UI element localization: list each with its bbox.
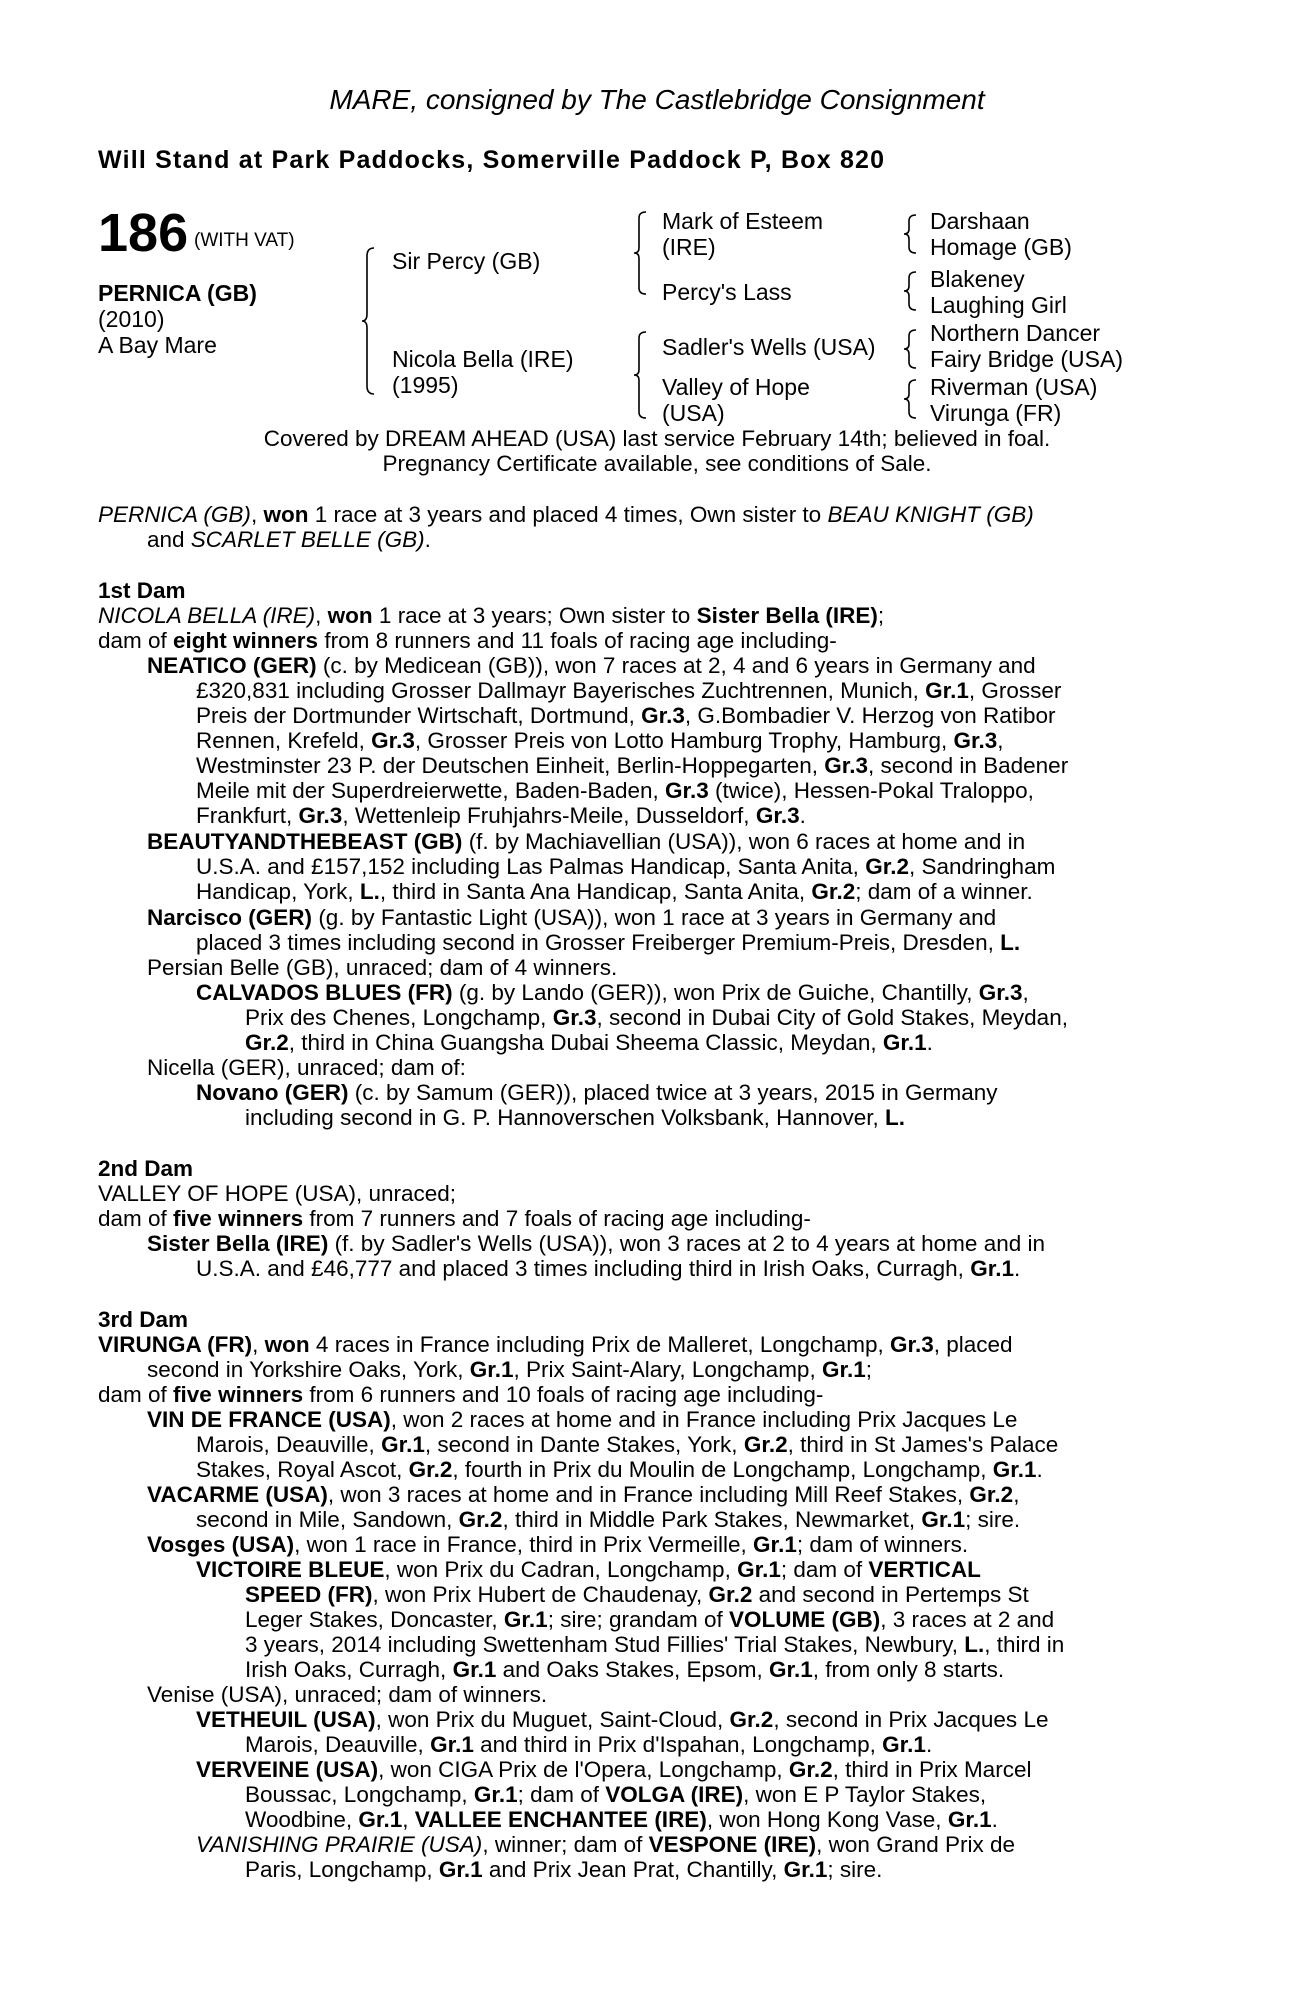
progeny-line (245, 1807, 998, 1833)
text: ; sire; grandam of (547, 1607, 730, 1632)
pedigree-bracket-sire (634, 210, 648, 296)
text: dam of (98, 1382, 174, 1407)
text: Rennen, Krefeld, (196, 728, 372, 753)
progeny-line (196, 1457, 1043, 1483)
grade: Gr.3 (552, 1005, 597, 1030)
grade: Gr.1 (430, 1732, 474, 1757)
grade: Gr.1 (970, 1256, 1014, 1281)
grade: Gr.2 (969, 1482, 1014, 1507)
text: Boussac, Longchamp, (245, 1782, 474, 1807)
text: and third in Prix d'Ispahan, Longchamp, (473, 1732, 883, 1757)
text: . (424, 527, 431, 552)
text: and (147, 527, 191, 552)
text: , winner; dam of (482, 1832, 649, 1857)
intro-line (147, 527, 431, 553)
pedigree-bracket-main (362, 246, 376, 396)
grade: Gr.1 (381, 1432, 425, 1457)
grade: Gr.1 (783, 1857, 828, 1882)
text: Meile mit der Superdreierwette, Baden-Baden, (196, 778, 665, 803)
progeny-line (245, 1657, 1004, 1683)
progeny-line (245, 1782, 986, 1808)
text: , third in Santa Ana Handicap, Santa Anita, (379, 879, 812, 904)
text: , third in China Guangsha Dubai Sheema Classic, Meydan, (288, 1030, 883, 1055)
text: , won E P Taylor Stakes, (743, 1782, 987, 1807)
text: Stakes, Royal Ascot, (196, 1457, 409, 1482)
text: , (1022, 980, 1029, 1005)
grade: Gr.1 (769, 1657, 813, 1682)
progeny-name: Sister Bella (IRE) (147, 1231, 329, 1256)
progeny-name: VERTICAL (868, 1557, 981, 1582)
text: and Oaks Stakes, Epsom, (496, 1657, 769, 1682)
text: £320,831 including Grosser Dallmayr Bayerisches Zuchtrennen, Munich, (196, 678, 926, 703)
progeny-line (147, 1532, 968, 1558)
progeny-line (245, 1030, 933, 1056)
pedigree-dds: Riverman (USA) (930, 374, 1098, 400)
progeny-line (196, 1757, 1031, 1783)
pedigree-dsd: Fairy Bridge (USA) (930, 346, 1123, 372)
text: , Wettenleip Fruhjahrs-Meile, Dusseldorf, (342, 803, 756, 828)
lot-number: 186 (98, 203, 189, 263)
text: , (997, 728, 1004, 753)
progeny-line (196, 1707, 1048, 1733)
text: , (250, 502, 264, 527)
pedigree-bracket-dd (904, 378, 918, 420)
grade: Gr.3 (824, 753, 869, 778)
grade: Gr.3 (978, 980, 1023, 1005)
text: , Sandringham (908, 854, 1056, 879)
progeny-line (245, 1857, 882, 1883)
text: Prix des Chenes, Longchamp, (245, 1005, 553, 1030)
text: , won Prix du Muguet, Saint-Cloud, (375, 1707, 730, 1732)
progeny-line (147, 1482, 1019, 1508)
progeny-line (196, 728, 1004, 754)
progeny-line (196, 930, 1020, 956)
text: (g. by Lando (GER)), won Prix de Guiche, Chantilly, (452, 980, 979, 1005)
grade: Gr.1 (821, 1357, 866, 1382)
pedigree-ss-country: (IRE) (662, 234, 716, 260)
covering-note: Covered by DREAM AHEAD (USA) last service February 14th; believed in foal. (263, 426, 1051, 451)
progeny-name: VOLUME (GB) (729, 1607, 881, 1632)
text: Leger Stakes, Doncaster, (245, 1607, 504, 1632)
dam-name: VIRUNGA (FR) (98, 1332, 253, 1357)
progeny-line (196, 1832, 1015, 1858)
text: and Prix Jean Prat, Chantilly, (482, 1857, 784, 1882)
grade: Gr.1 (358, 1807, 403, 1832)
grade: Gr.1 (438, 1857, 483, 1882)
dam-name: NICOLA BELLA (IRE) (98, 603, 316, 628)
progeny-line (245, 1607, 1054, 1633)
progeny-line (196, 854, 1055, 880)
sibling-name: SCARLET BELLE (GB) (190, 527, 425, 552)
grade: Gr.2 (708, 1582, 753, 1607)
text: from 7 runners and 7 foals of racing age including- (303, 1206, 811, 1231)
horse-name: PERNICA (GB) (98, 280, 257, 306)
progeny-name: VICTOIRE BLEUE (196, 1557, 385, 1582)
grade: Gr.1 (503, 1607, 548, 1632)
grade: Gr.2 (865, 854, 909, 879)
grade: Gr.3 (641, 703, 685, 728)
grade: Gr.1 (469, 1357, 514, 1382)
progeny-line (196, 753, 1068, 779)
text: . (925, 1732, 933, 1757)
text: Frankfurt, (196, 803, 299, 828)
dam-line (98, 1206, 811, 1232)
text: ; dam of a winner. (855, 879, 1033, 904)
text: dam of (98, 1206, 174, 1231)
pedigree-ss: Mark of Esteem (662, 208, 824, 234)
text: , (315, 603, 328, 628)
progeny-line (196, 980, 1029, 1006)
winners-count: five winners (173, 1206, 304, 1231)
dam-line: VALLEY OF HOPE (USA), unraced; (98, 1181, 457, 1206)
grade: Gr.1 (473, 1782, 518, 1807)
text: , second in Dante Stakes, York, (424, 1432, 744, 1457)
text: , won Hong Kong Vase, (706, 1807, 948, 1832)
text: U.S.A. and £157,152 including Las Palmas Handicap, Santa Anita, (196, 854, 866, 879)
progeny-line (196, 1557, 981, 1583)
intro-line (98, 502, 1034, 528)
text: , won Prix Hubert de Chaudenay, (372, 1582, 709, 1607)
text: 3 years, 2014 including Swettenham Stud Fillies' Trial Stakes, Newbury, (245, 1632, 965, 1657)
text: ; dam of winners. (796, 1532, 969, 1557)
text: , third in St James's Palace (787, 1432, 1059, 1457)
dam-line (98, 628, 837, 654)
text: , won Prix du Cadran, Longchamp, (384, 1557, 738, 1582)
text: U.S.A. and £46,777 and placed 3 times including third in Irish Oaks, Curragh, (196, 1256, 971, 1281)
winners-count: eight winners (173, 628, 319, 653)
progeny-name: Narcisco (GER) (147, 905, 313, 930)
pedigree-ssd: Homage (GB) (930, 234, 1072, 260)
text: Marois, Deauville, (245, 1732, 431, 1757)
progeny-line (147, 653, 1036, 679)
progeny-line (196, 1507, 1020, 1533)
dam-line (147, 1357, 872, 1383)
progeny-line (196, 678, 1061, 704)
progeny-name: VESPONE (IRE) (648, 1832, 817, 1857)
grade: Gr.2 (408, 1457, 453, 1482)
text: , won CIGA Prix de l'Opera, Longchamp, (378, 1757, 789, 1782)
text: . (1013, 1256, 1021, 1281)
pedigree-bracket-sd (904, 270, 918, 312)
grade: Gr.3 (889, 1332, 934, 1357)
grade: Gr.1 (882, 1732, 926, 1757)
progeny-name: VALLEE ENCHANTEE (IRE) (414, 1807, 707, 1832)
horse-name-ref: PERNICA (GB) (98, 502, 251, 527)
text: , third in Prix Marcel (832, 1757, 1032, 1782)
text: , second in Badener (868, 753, 1069, 778)
text: , G.Bombadier V. Herzog von Ratibor (684, 703, 1056, 728)
progeny-name: Novano (GER) (196, 1080, 349, 1105)
pedigree-sd: Percy's Lass (662, 279, 792, 305)
text: placed 3 times including second in Grosser Freiberger Premium-Preis, Dresden, (196, 930, 1001, 955)
text: , 3 races at 2 and (880, 1607, 1055, 1632)
grade: Gr.3 (665, 778, 709, 803)
won-label: won (264, 1332, 310, 1357)
progeny-line (196, 879, 1033, 905)
progeny-name: VANISHING PRAIRIE (USA) (196, 1832, 483, 1857)
text: ; (877, 603, 885, 628)
text: Marois, Deauville, (196, 1432, 382, 1457)
text: second in Yorkshire Oaks, York, (147, 1357, 470, 1382)
text: Handicap, York, (196, 879, 360, 904)
text: , won Grand Prix de (816, 1832, 1016, 1857)
grade: Gr.1 (452, 1657, 497, 1682)
section-heading-2nd-dam: 2nd Dam (98, 1156, 194, 1181)
text: (twice), Hessen-Pokal Traloppo, (708, 778, 1034, 803)
vat-note: (WITH VAT) (194, 230, 295, 251)
progeny-name: NEATICO (GER) (147, 653, 317, 678)
text: , Grosser (968, 678, 1062, 703)
pedigree-dss: Northern Dancer (930, 320, 1101, 346)
sibling-name: BEAU KNIGHT (GB) (827, 502, 1034, 527)
horse-year: (2010) (98, 306, 165, 332)
won-label: won (263, 502, 309, 527)
text: (f. by Sadler's Wells (USA)), won 3 races at 2 to 4 years at home and in (328, 1231, 1045, 1256)
text: 1 race at 3 years; Own sister to (372, 603, 697, 628)
progeny-line (196, 1256, 1020, 1282)
text: , third in (984, 1632, 1065, 1657)
grade: Gr.3 (298, 803, 343, 828)
progeny-name: VETHEUIL (USA) (196, 1707, 376, 1732)
pedigree-dd: Valley of Hope (662, 374, 810, 400)
text: , (402, 1807, 415, 1832)
text: , Grosser Preis von Lotto Hamburg Trophy, Hamburg, (414, 728, 954, 753)
section-heading-1st-dam: 1st Dam (98, 578, 186, 603)
progeny-line (245, 1732, 932, 1758)
pedigree-dam-year: (1995) (392, 372, 459, 398)
progeny-line (147, 905, 996, 931)
pedigree-bracket-dam (634, 330, 648, 420)
grade: L. (1000, 930, 1021, 955)
progeny-line (196, 778, 1034, 804)
progeny-line: Venise (USA), unraced; dam of winners. (147, 1682, 548, 1707)
progeny-name: CALVADOS BLUES (FR) (196, 980, 453, 1005)
text: ; sire. (827, 1857, 883, 1882)
text: Westminster 23 P. der Deutschen Einheit, Berlin-Hoppegarten, (196, 753, 825, 778)
text: , placed (933, 1332, 1013, 1357)
text: (g. by Fantastic Light (USA)), won 1 race at 3 years in Germany and (312, 905, 997, 930)
text: and second in Pertemps St (752, 1582, 1029, 1607)
grade: Gr.1 (992, 1457, 1037, 1482)
pedigree-sss: Darshaan (930, 208, 1030, 234)
grade: Gr.2 (743, 1432, 788, 1457)
grade: Gr.3 (953, 728, 998, 753)
text: . (799, 803, 806, 828)
text: Paris, Longchamp, (245, 1857, 439, 1882)
progeny-line (196, 1432, 1058, 1458)
progeny-line: Persian Belle (GB), unraced; dam of 4 winners. (147, 955, 618, 980)
grade: L. (885, 1105, 905, 1130)
text: , second in Prix Jacques Le (773, 1707, 1049, 1732)
text: dam of (98, 628, 174, 653)
text: , (252, 1332, 265, 1357)
text: , (1013, 1482, 1020, 1507)
progeny-name: VIN DE FRANCE (USA) (147, 1407, 391, 1432)
grade: L. (964, 1632, 985, 1657)
won-label: won (327, 603, 373, 628)
pregnancy-note: Pregnancy Certificate available, see conditions of Sale. (382, 451, 932, 476)
text: (c. by Medicean (GB)), won 7 races at 2, 4 and 6 years in Germany and (316, 653, 1036, 678)
text: , won 1 race in France, third in Prix Vermeille, (294, 1532, 754, 1557)
grade: Gr.1 (753, 1532, 797, 1557)
grade: Gr.3 (371, 728, 415, 753)
text: ; dam of (517, 1782, 606, 1807)
text: , from only 8 starts. (812, 1657, 1005, 1682)
progeny-line (245, 1105, 905, 1131)
progeny-line (245, 1005, 1068, 1031)
progeny-line (147, 1231, 1045, 1257)
pedigree-sire: Sir Percy (GB) (392, 248, 541, 274)
pedigree-bracket-ds (904, 328, 918, 370)
grade: Gr.1 (925, 678, 969, 703)
sibling-name: Sister Bella (IRE) (696, 603, 878, 628)
grade: Gr.1 (737, 1557, 781, 1582)
progeny-line: Nicella (GER), unraced; dam of: (147, 1055, 466, 1080)
progeny-line (245, 1582, 1029, 1608)
text: , won 3 races at home and in France including Mill Reef Stakes, (327, 1482, 970, 1507)
pedigree-dam: Nicola Bella (IRE) (392, 346, 574, 372)
grade: Gr.1 (882, 1030, 927, 1055)
text: (c. by Samum (GER)), placed twice at 3 years, 2015 in Germany (348, 1080, 998, 1105)
page-title: MARE, consigned by The Castlebridge Consignment (329, 84, 985, 115)
progeny-name: VERVEINE (USA) (196, 1757, 379, 1782)
grade: Gr.1 (947, 1807, 992, 1832)
section-heading-3rd-dam: 3rd Dam (98, 1307, 189, 1332)
text: from 8 runners and 11 foals of racing age including- (318, 628, 837, 653)
progeny-name: SPEED (FR) (245, 1582, 373, 1607)
text: Preis der Dortmunder Wirtschaft, Dortmund, (196, 703, 642, 728)
grade: Gr.1 (921, 1507, 966, 1532)
text: . (1036, 1457, 1043, 1482)
grade: Gr.2 (788, 1757, 833, 1782)
text: . (991, 1807, 998, 1832)
pedigree-ddd: Virunga (FR) (930, 400, 1062, 426)
grade: Gr.2 (729, 1707, 774, 1732)
progeny-name: Vosges (USA) (147, 1532, 295, 1557)
text: , second in Dubai City of Gold Stakes, Meydan, (596, 1005, 1068, 1030)
text: ; dam of (780, 1557, 869, 1582)
grade: Gr.2 (245, 1030, 289, 1055)
text: , fourth in Prix du Moulin de Longchamp, Longchamp, (452, 1457, 993, 1482)
pedigree-sdd: Laughing Girl (930, 292, 1067, 318)
text: . (926, 1030, 933, 1055)
progeny-name: VOLGA (IRE) (605, 1782, 744, 1807)
text: 4 races in France including Prix de Malleret, Longchamp, (309, 1332, 890, 1357)
text: , Prix Saint-Alary, Longchamp, (513, 1357, 822, 1382)
grade: Gr.3 (755, 803, 800, 828)
text: second in Mile, Sandown, (196, 1507, 459, 1532)
text: ; (865, 1357, 872, 1382)
grade: Gr.2 (811, 879, 856, 904)
progeny-line (196, 1080, 998, 1106)
pedigree-dd-country: (USA) (662, 400, 725, 426)
progeny-line (147, 1407, 1017, 1433)
text: including second in G. P. Hannoverschen Volksbank, Hannover, (245, 1105, 885, 1130)
progeny-line (196, 703, 1056, 729)
grade: L. (359, 879, 380, 904)
pedigree-ds: Sadler's Wells (USA) (662, 334, 876, 360)
pedigree-bracket-ss (904, 213, 918, 255)
text: Woodbine, (245, 1807, 359, 1832)
dam-line (98, 1382, 823, 1408)
grade: Gr.2 (458, 1507, 503, 1532)
text: from 6 runners and 10 foals of racing age including- (303, 1382, 824, 1407)
text: 1 race at 3 years and placed 4 times, Own sister to (308, 502, 828, 527)
progeny-line (196, 803, 806, 829)
text: , won 2 races at home and in France including Prix Jacques Le (390, 1407, 1018, 1432)
text: Irish Oaks, Curragh, (245, 1657, 453, 1682)
horse-description: A Bay Mare (98, 332, 217, 358)
text: , third in Middle Park Stakes, Newmarket, (502, 1507, 922, 1532)
dam-line (98, 1332, 1013, 1358)
text: ; sire. (965, 1507, 1021, 1532)
text: (f. by Machiavellian (USA)), won 6 races at home and in (462, 829, 1026, 854)
pedigree-sds: Blakeney (930, 266, 1025, 292)
progeny-name: BEAUTYANDTHEBEAST (GB) (147, 829, 463, 854)
progeny-name: VACARME (USA) (147, 1482, 328, 1507)
stand-location: Will Stand at Park Paddocks, Somerville Paddock P, Box 820 (98, 146, 886, 174)
progeny-line (147, 829, 1025, 855)
dam-line (98, 603, 884, 629)
winners-count: five winners (173, 1382, 304, 1407)
progeny-line (245, 1632, 1064, 1658)
